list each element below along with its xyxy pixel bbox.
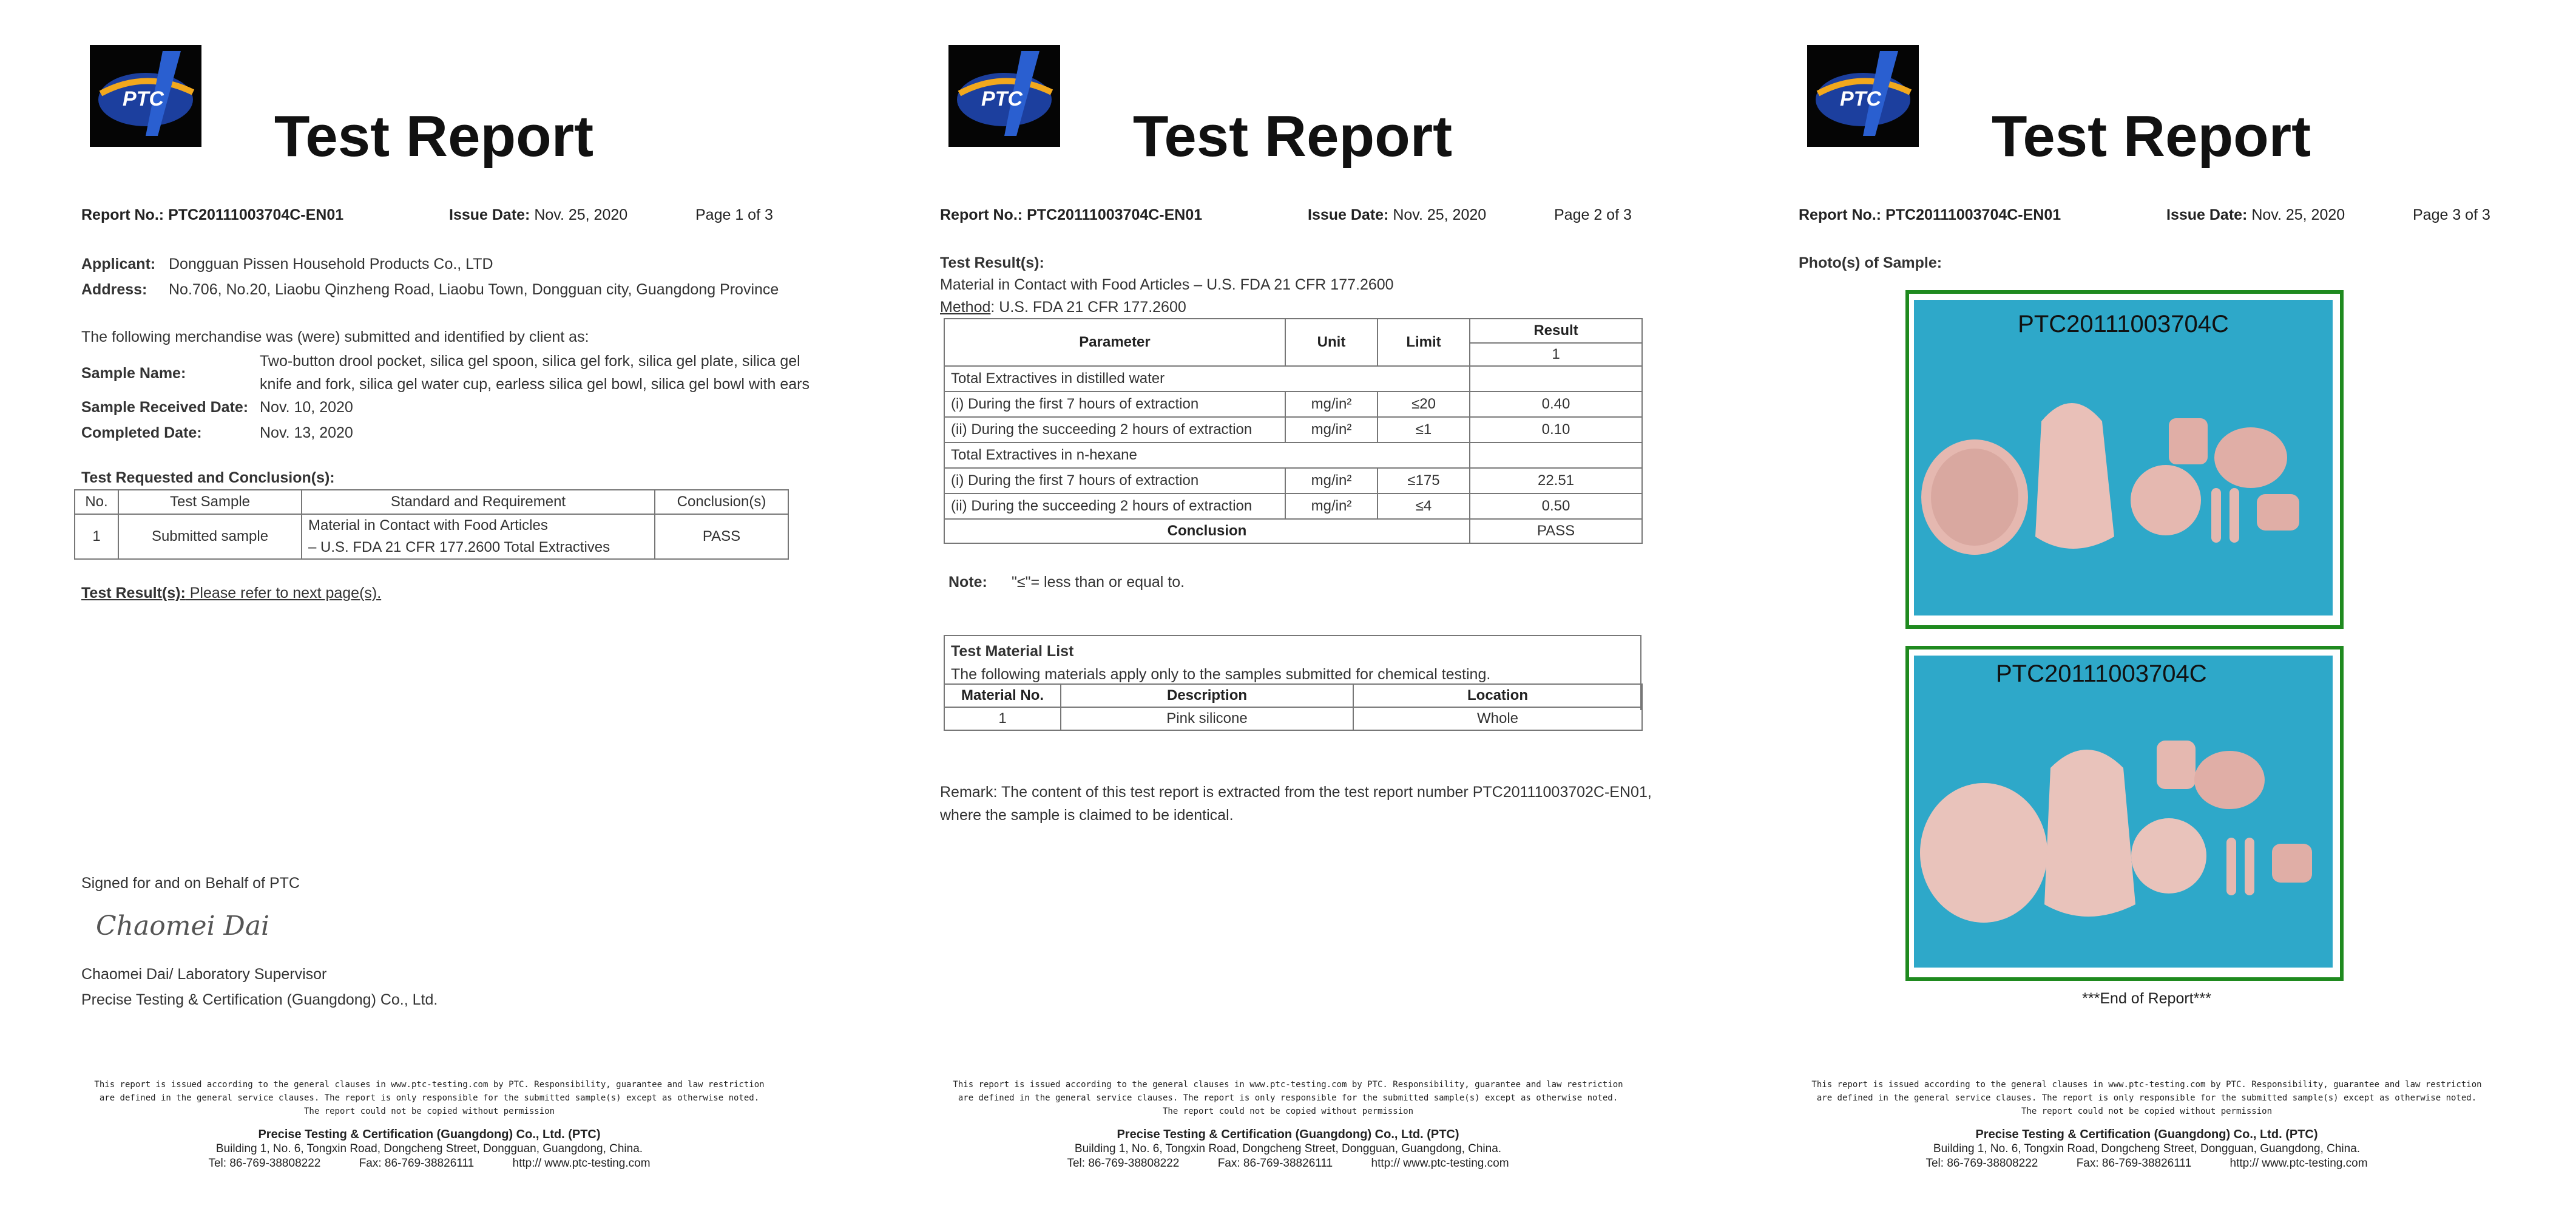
col-header-sample: Test Sample xyxy=(118,490,302,514)
col-header-parameter: Parameter xyxy=(944,319,1285,366)
issue-date: Issue Date: Nov. 25, 2020 xyxy=(1308,206,1487,223)
page-footer: This report is issued according to the general clauses in www.ptc-testing.com by PTC. Responsibility, guarantee and law restriction are defined in the general service clauses. The report is only responsible for the submitted sample(s) except as otherwise noted. The report could not be copied without permission Precise Testing & Certification (Guangdong) Co., Ltd. (PTC) Building 1, No. 6, Tongxin Road, Dongcheng Street, Dongguan, Guangdong, China. Tel: 86-769-38808222 Fax: 86-769-38826111 http:// www.ptc-testing.com xyxy=(953,1080,1623,1170)
remark: Remark: The content of this test report is extracted from the test report number PTC20111003702C-EN01, where the sample is claimed to be identical. xyxy=(940,784,1652,824)
material-table xyxy=(944,683,1643,731)
col-header-no: No. xyxy=(75,490,118,514)
sample-name-value: Two-button drool pocket, silica gel spoon, silica gel fork, silica gel plate, silica gel knife and fork, silica gel water cup, earless silica gel bowl, silica gel bowl with ears xyxy=(260,353,810,393)
report-title: Test Report xyxy=(1991,104,2311,169)
ptc-logo xyxy=(1807,45,1919,147)
svg-text:PTC: PTC xyxy=(981,87,1023,110)
svg-text:PTC: PTC xyxy=(1840,87,1881,110)
photo-1-items xyxy=(1914,300,2333,615)
table-row xyxy=(75,514,788,559)
report-number: Report No.: PTC20111003704C-EN01 xyxy=(81,206,344,223)
signer-name: Chaomei Dai/ Laboratory Supervisor xyxy=(81,966,327,983)
results-table xyxy=(944,318,1643,544)
completed-date-label: Completed Date: xyxy=(81,424,202,441)
conclusion-label: Conclusion xyxy=(944,519,1470,543)
ptc-logo xyxy=(90,45,201,147)
report-number: Report No.: PTC20111003704C-EN01 xyxy=(1799,206,2061,223)
report-title: Test Report xyxy=(1132,104,1453,169)
page-number: Page 2 of 3 xyxy=(1554,206,1632,223)
col-header-limit: Limit xyxy=(1378,319,1470,366)
photo-1-label: PTC20111003704C xyxy=(2018,311,2229,337)
col-header-description: Description xyxy=(1061,684,1353,707)
results-heading: Test Result(s): xyxy=(940,254,1044,271)
table-row: 1 Pink silicone Whole xyxy=(944,707,1642,730)
section-distilled-water: Total Extractives in distilled water xyxy=(944,366,1470,392)
signer-company: Precise Testing & Certification (Guangdong) Co., Ltd. xyxy=(81,991,438,1008)
signature: Chaomei Dai xyxy=(96,910,270,941)
col-header-material-no: Material No. xyxy=(944,684,1061,707)
col-header-location: Location xyxy=(1353,684,1642,707)
conclusion-value: PASS xyxy=(1470,519,1642,543)
note-text: "≤"= less than or equal to. xyxy=(1012,574,1185,591)
received-date-label: Sample Received Date: xyxy=(81,399,249,416)
conclusion-table xyxy=(74,489,789,560)
photos-label: Photo(s) of Sample: xyxy=(1799,254,1942,271)
section-n-hexane: Total Extractives in n-hexane xyxy=(944,443,1470,468)
cell-conclusion: PASS xyxy=(655,514,788,559)
end-of-report: ***End of Report*** xyxy=(2082,990,2211,1007)
cell-sample: Submitted sample xyxy=(118,514,302,559)
issue-date: Issue Date: Nov. 25, 2020 xyxy=(2166,206,2345,223)
report-page-3 xyxy=(1717,0,2576,1214)
results-reference: Test Result(s): Please refer to next page(s). xyxy=(81,585,382,602)
photo-2-label: PTC20111003704C xyxy=(1996,660,2207,687)
issue-date: Issue Date: Nov. 25, 2020 xyxy=(449,206,628,223)
report-page-2 xyxy=(859,0,1717,1214)
col-header-result-sub: 1 xyxy=(1470,343,1642,366)
sample-photo-2-frame xyxy=(1905,646,2344,981)
address-label: Address: xyxy=(81,281,147,298)
sample-photo-1 xyxy=(1914,300,2333,615)
sample-name-label: Sample Name: xyxy=(81,365,186,382)
table-row: (i) During the first 7 hours of extraction mg/in² ≤175 22.51 xyxy=(944,468,1642,493)
received-date-value: Nov. 10, 2020 xyxy=(260,399,353,416)
col-header-result: Result xyxy=(1470,319,1642,343)
applicant-value: Dongguan Pissen Household Products Co., LTD xyxy=(169,256,493,273)
svg-text:PTC: PTC xyxy=(123,87,164,110)
conclusion-heading: Test Requested and Conclusion(s): xyxy=(81,469,335,486)
table-row: (i) During the first 7 hours of extraction mg/in² ≤20 0.40 xyxy=(944,392,1642,417)
page-number: Page 3 of 3 xyxy=(2413,206,2490,223)
note-label: Note: xyxy=(948,574,987,591)
report-page-1 xyxy=(0,0,859,1214)
address-value: No.706, No.20, Liaobu Qinzheng Road, Liaobu Town, Dongguan city, Guangdong Province xyxy=(169,281,779,298)
material-intro: The following materials apply only to the samples submitted for chemical testing. xyxy=(951,666,1491,683)
col-header-standard: Standard and Requirement xyxy=(302,490,655,514)
sample-photo-1-frame xyxy=(1905,290,2344,629)
table-row: (ii) During the succeeding 2 hours of extraction mg/in² ≤1 0.10 xyxy=(944,417,1642,443)
results-method: Method: U.S. FDA 21 CFR 177.2600 xyxy=(940,299,1186,316)
report-title: Test Report xyxy=(274,104,594,169)
cell-no: 1 xyxy=(75,514,118,559)
signed-for: Signed for and on Behalf of PTC xyxy=(81,875,300,892)
page-footer: This report is issued according to the general clauses in www.ptc-testing.com by PTC. Responsibility, guarantee and law restriction are defined in the general service clauses. The report is only responsible for the submitted sample(s) except as otherwise noted. The report could not be copied without permission Precise Testing & Certification (Guangdong) Co., Ltd. (PTC) Building 1, No. 6, Tongxin Road, Dongcheng Street, Dongguan, Guangdong, China. Tel: 86-769-38808222 Fax: 86-769-38826111 http:// www.ptc-testing.com xyxy=(1811,1080,2482,1170)
completed-date-value: Nov. 13, 2020 xyxy=(260,424,353,441)
ptc-logo xyxy=(948,45,1060,147)
table-row: (ii) During the succeeding 2 hours of extraction mg/in² ≤4 0.50 xyxy=(944,493,1642,519)
col-header-unit: Unit xyxy=(1285,319,1378,366)
applicant-label: Applicant: xyxy=(81,256,156,273)
page-number: Page 1 of 3 xyxy=(695,206,773,223)
cell-standard: Material in Contact with Food Articles – U.S. FDA 21 CFR 177.2600 Total Extractives xyxy=(302,514,655,559)
merchandise-intro: The following merchandise was (were) submitted and identified by client as: xyxy=(81,328,589,345)
sample-photo-2 xyxy=(1914,656,2333,968)
material-heading: Test Material List xyxy=(951,643,1074,660)
results-subject: Material in Contact with Food Articles – U.S. FDA 21 CFR 177.2600 xyxy=(940,276,1394,293)
page-footer: This report is issued according to the general clauses in www.ptc-testing.com by PTC. Responsibility, guarantee and law restriction are defined in the general service clauses. The report is only responsible for the submitted sample(s) except as otherwise noted. The report could not be copied without permission Precise Testing & Certification (Guangdong) Co., Ltd. (PTC) Building 1, No. 6, Tongxin Road, Dongcheng Street, Dongguan, Guangdong, China. Tel: 86-769-38808222 Fax: 86-769-38826111 http:// www.ptc-testing.com xyxy=(94,1080,765,1170)
photo-2-items xyxy=(1914,656,2333,968)
col-header-conclusion: Conclusion(s) xyxy=(655,490,788,514)
report-number: Report No.: PTC20111003704C-EN01 xyxy=(940,206,1203,223)
